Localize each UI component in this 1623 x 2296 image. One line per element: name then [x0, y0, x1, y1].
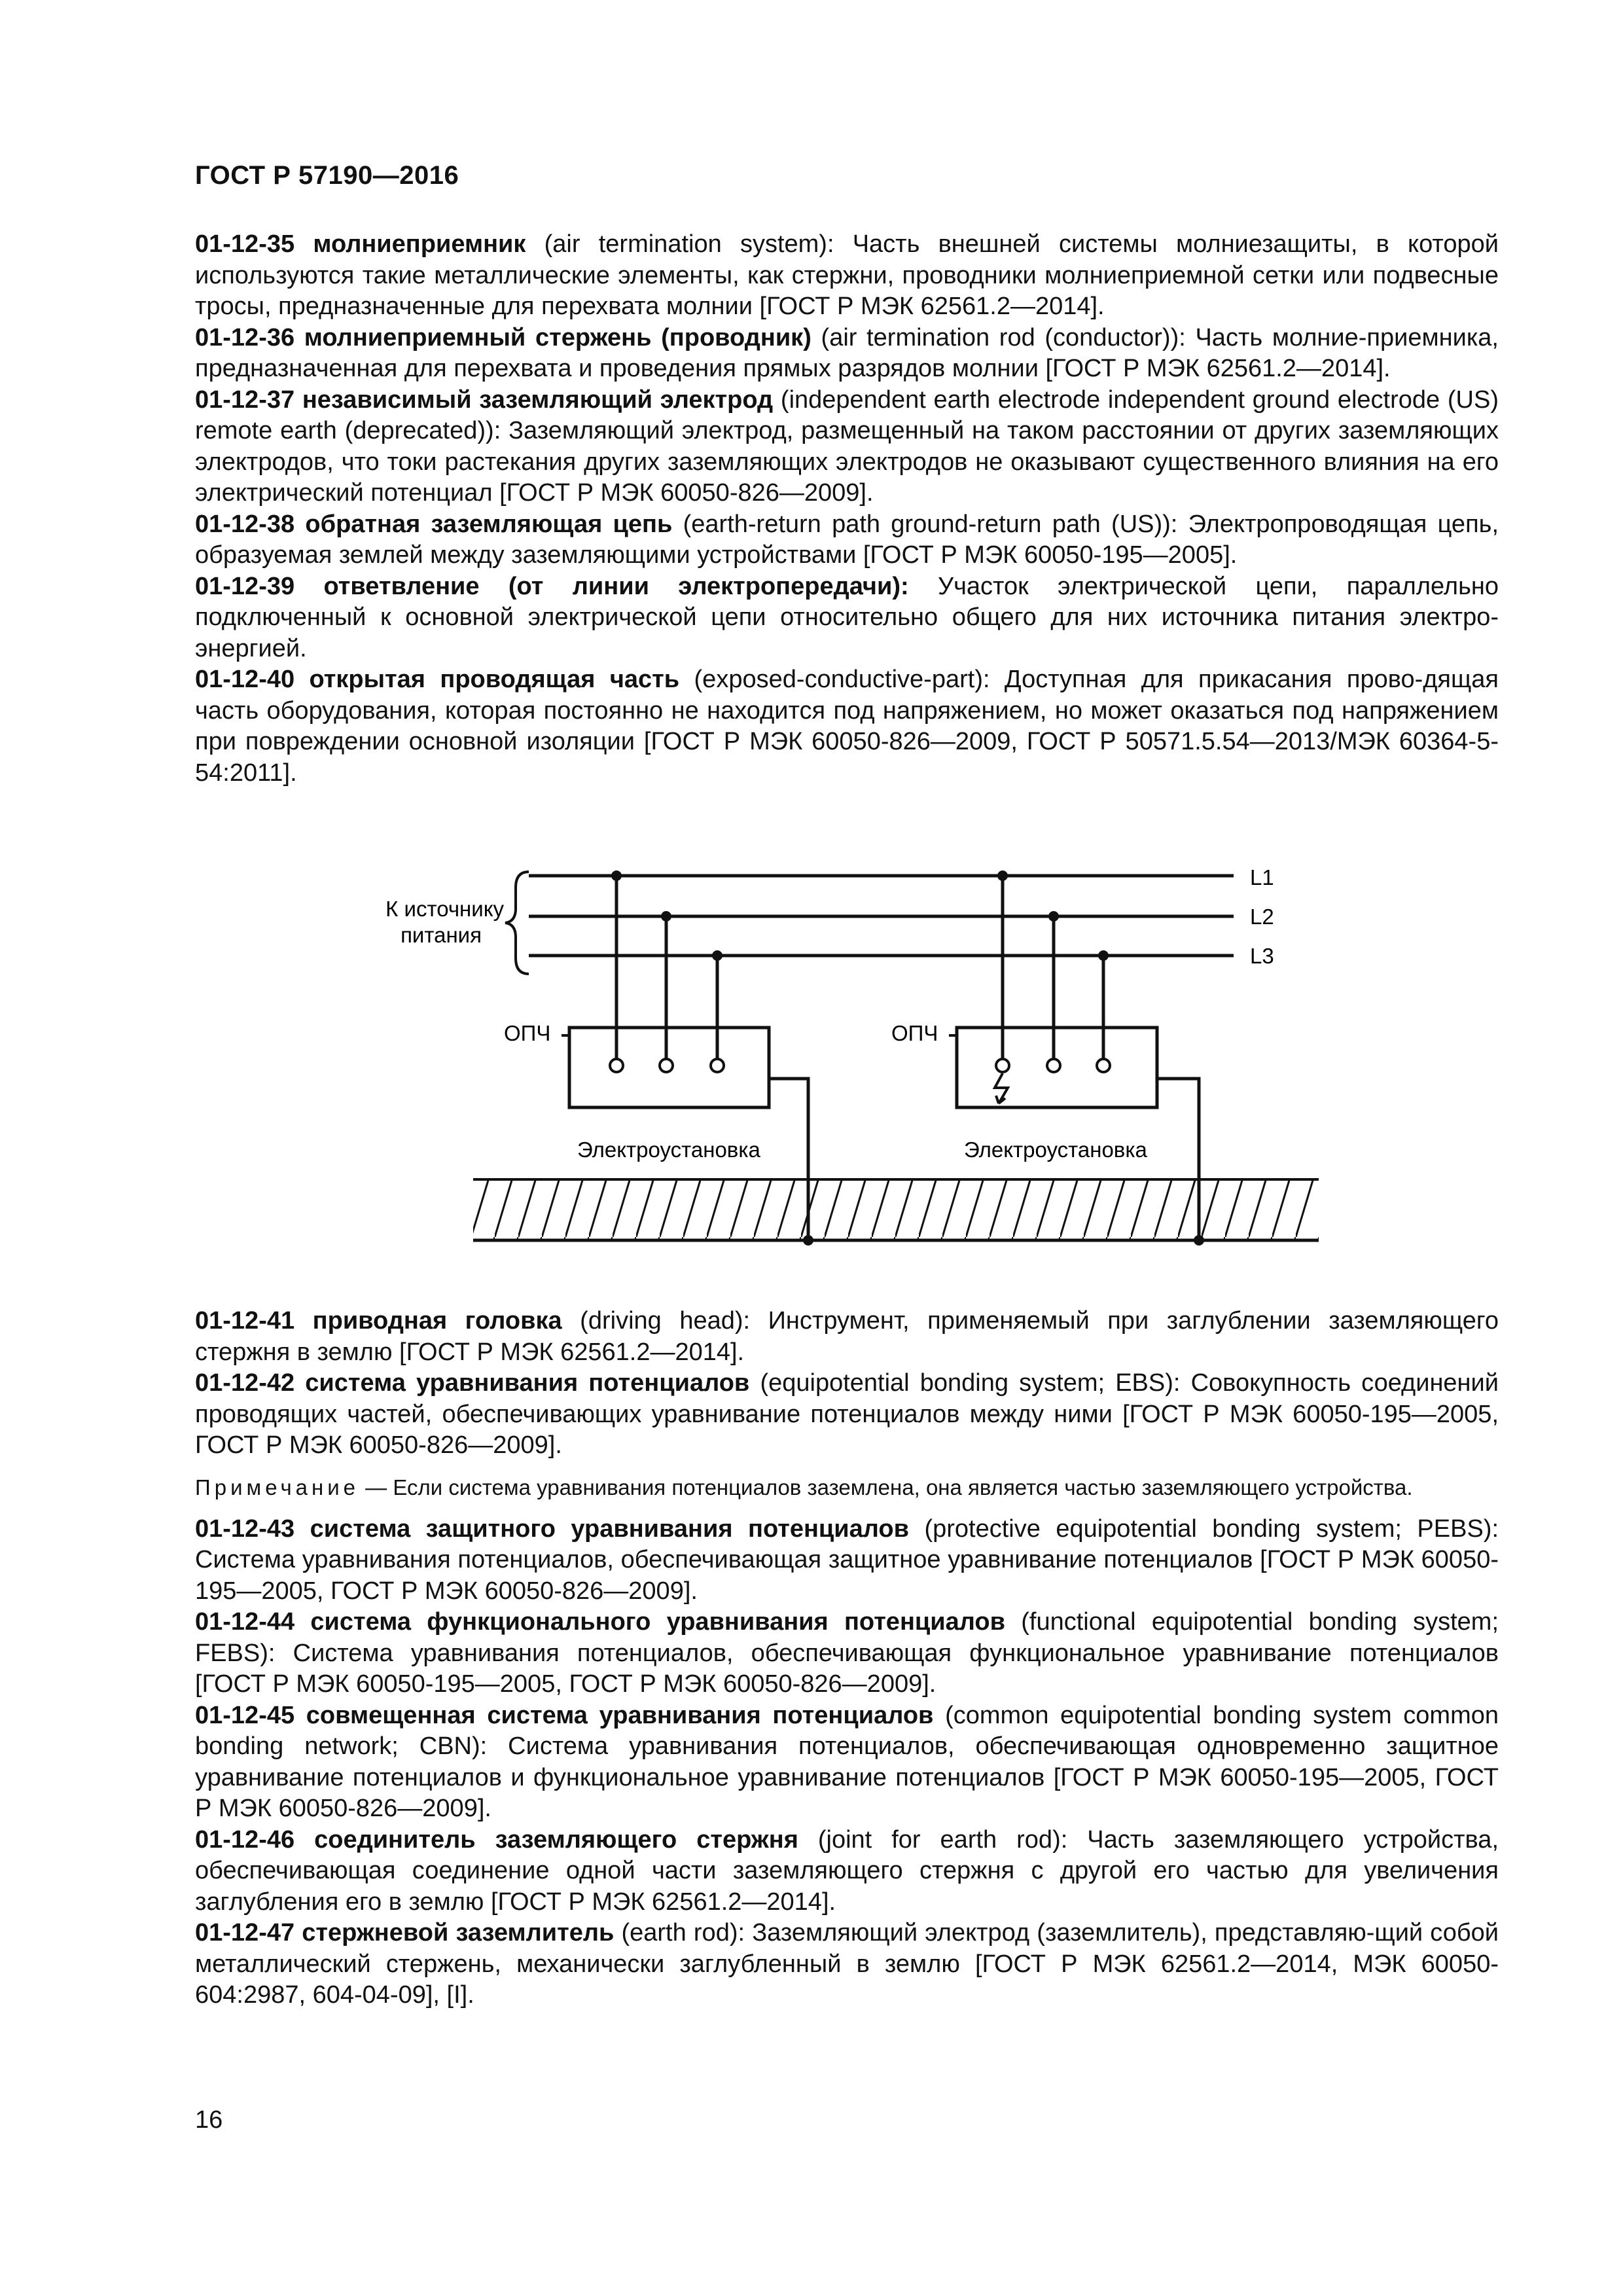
term-definition: (common equipotential bonding system common bonding network; CBN): Система уравнивания потенциалов, обеспечивающая одновременно защитное уравнивание потенциалов и функциональное уравнивание потенциалов [ГОСТ Р МЭК 60050-195—2005, ГОСТ Р МЭК 60050-826—2009]. — [195, 1701, 1499, 1822]
term-entry — [195, 509, 1499, 571]
term-entry — [195, 664, 1499, 789]
term-definition: (earth-return path ground-return path (US)): Электропроводящая цепь, образуемая землей между заземляющими устройствами [ГОСТ Р МЭК 60050-195—2005]. — [195, 510, 1499, 569]
term-definition: Участок электрической цепи, параллельно подключенный к основной электрической цепи относительно общего для них источника питания электро-энергией. — [195, 572, 1499, 662]
exposed-part-label-right: ОПЧ — [891, 1021, 938, 1045]
terminal-icon — [711, 1059, 724, 1072]
term-title: 01-12-37 независимый заземляющий электрод — [195, 386, 774, 414]
term-title: 01-12-43 система защитного уравнивания потенциалов — [195, 1515, 909, 1543]
ground-hatching — [473, 1179, 1319, 1240]
term-title: 01-12-41 приводная головка — [195, 1307, 562, 1335]
terms-list-bottom — [195, 1306, 1499, 2011]
brace-icon — [505, 872, 529, 974]
term-title: 01-12-47 стержневой заземлитель — [195, 1919, 615, 1946]
term-entry — [195, 1306, 1499, 1368]
line-label-l1: L1 — [1250, 865, 1274, 889]
term-definition: (exposed-conductive-part): Доступная для прикасания прово-дящая часть оборудования, которая постоянно не находится под напряжением, но может оказаться под напряжением при повреждении основной изоляции [ГОСТ Р МЭК 60050-826—2009, ГОСТ Р 50571.5.54—2013/МЭК 60364-5-54:2011]. — [195, 666, 1499, 787]
term-definition: (functional equipotential bonding system; FEBS): Система уравнивания потенциалов, обеспечивающая функциональное уравнивание потенциалов [ГОСТ Р МЭК 60050-195—2005, ГОСТ Р МЭК 60050-826—2009]. — [195, 1608, 1499, 1698]
line-label-l2: L2 — [1250, 905, 1274, 929]
term-definition: (driving head): Инструмент, применяемый при заглублении заземляющего стержня в землю [ГОСТ Р МЭК 62561.2—2014]. — [195, 1307, 1499, 1366]
term-definition: (protective equipotential bonding system; PEBS): Система уравнивания потенциалов, обеспечивающая защитное уравнивание потенциалов [ГОСТ Р МЭК 60050-195—2005, ГОСТ Р МЭК 60050-826—2009]. — [195, 1515, 1499, 1605]
term-entry — [195, 1514, 1499, 1607]
term-title: 01-12-45 совмещенная система уравнивания потенциалов — [195, 1701, 934, 1729]
term-definition: (independent earth electrode independent ground electrode (US) remote earth (deprecated)): Заземляющий электрод, размещенный на таком расстоянии от других заземляющих электродов, что токи растекания других заземляющих электродов не оказывают существенного влияния на его электрический потенциал [ГОСТ Р МЭК 60050-826—2009]. — [195, 386, 1499, 507]
line-label-l3: L3 — [1250, 944, 1274, 968]
term-title: 01-12-40 открытая проводящая часть — [195, 666, 680, 693]
term-entry — [195, 1825, 1499, 1918]
term-title: 01-12-42 система уравнивания потенциалов — [195, 1369, 750, 1397]
term-entry — [195, 229, 1499, 323]
document-header: ГОСТ Р 57190—2016 — [195, 161, 459, 190]
fault-lightning-icon — [995, 1073, 1008, 1103]
installation-label-left: Электроустановка — [577, 1138, 760, 1162]
term-title: 01-12-35 молниеприемник — [195, 230, 526, 258]
term-definition: (earth rod): Заземляющий электрод (заземлитель), представляю-щий собой металлический стержень, механически заглубленный в землю [ГОСТ Р МЭК 62561.2—2014, МЭК 60050-604:2987, 604-04-09], [I]. — [195, 1919, 1499, 2009]
term-entry — [195, 1918, 1499, 2011]
term-definition: (air termination rod (conductor)): Часть молние-приемника, предназначенная для перехвата и проведения прямых разрядов молнии [ГОСТ Р МЭК 62561.2—2014]. — [195, 323, 1499, 382]
terminal-icon — [1047, 1059, 1060, 1072]
term-definition: (equipotential bonding system; EBS): Совокупность соединений проводящих частей, обеспечивающих уравнивание потенциалов между ними [ГОСТ Р МЭК 60050-195—2005, ГОСТ Р МЭК 60050-826—2009]. — [195, 1369, 1499, 1459]
term-entry — [195, 385, 1499, 509]
term-title: 01-12-46 соединитель заземляющего стержня — [195, 1825, 798, 1854]
term-entry — [195, 1700, 1499, 1825]
exposed-conductive-part-diagram — [353, 844, 1335, 1276]
terminal-icon — [610, 1059, 623, 1072]
term-definition: (air termination system): Часть внешней системы молниезащиты, в которой используются такие металлические элементы, как стержни, проводники молниеприемной сетки или подвесные тросы, предназначенные для перехвата молнии [ГОСТ Р МЭК 62561.2—2014]. — [195, 230, 1499, 320]
terminal-icon — [996, 1059, 1009, 1072]
term-entry — [195, 1368, 1499, 1462]
page-number: 16 — [195, 2106, 223, 2134]
source-label-line2: питания — [401, 923, 482, 947]
installation-label-right: Электроустановка — [964, 1138, 1147, 1162]
note-label: Примечание — [195, 1475, 360, 1499]
terms-list-top — [195, 229, 1499, 789]
terminal-icon — [1097, 1059, 1110, 1072]
source-label-line1: К источнику — [385, 897, 504, 921]
terminal-icon — [660, 1059, 673, 1072]
note-text: — Если система уравнивания потенциалов заземлена, она является частью заземляющего устройства. — [359, 1475, 1413, 1499]
term-title: 01-12-44 система функционального уравнивания потенциалов — [195, 1608, 1005, 1636]
term-definition: (joint for earth rod): Часть заземляющего устройства, обеспечивающая соединение одной части заземляющего стержня с другой его частью для увеличения заглубления его в землю [ГОСТ Р МЭК 62561.2—2014]. — [195, 1825, 1499, 1916]
term-entry — [195, 1607, 1499, 1700]
exposed-part-label-left: ОПЧ — [504, 1021, 551, 1045]
note — [195, 1473, 1499, 1502]
term-title: 01-12-38 обратная заземляющая цепь — [195, 510, 673, 538]
term-title: 01-12-36 молниеприемный стержень (проводник) — [195, 323, 812, 351]
term-title: 01-12-39 ответвление (от линии электропередачи): — [195, 572, 909, 600]
term-entry — [195, 323, 1499, 385]
term-entry — [195, 571, 1499, 665]
